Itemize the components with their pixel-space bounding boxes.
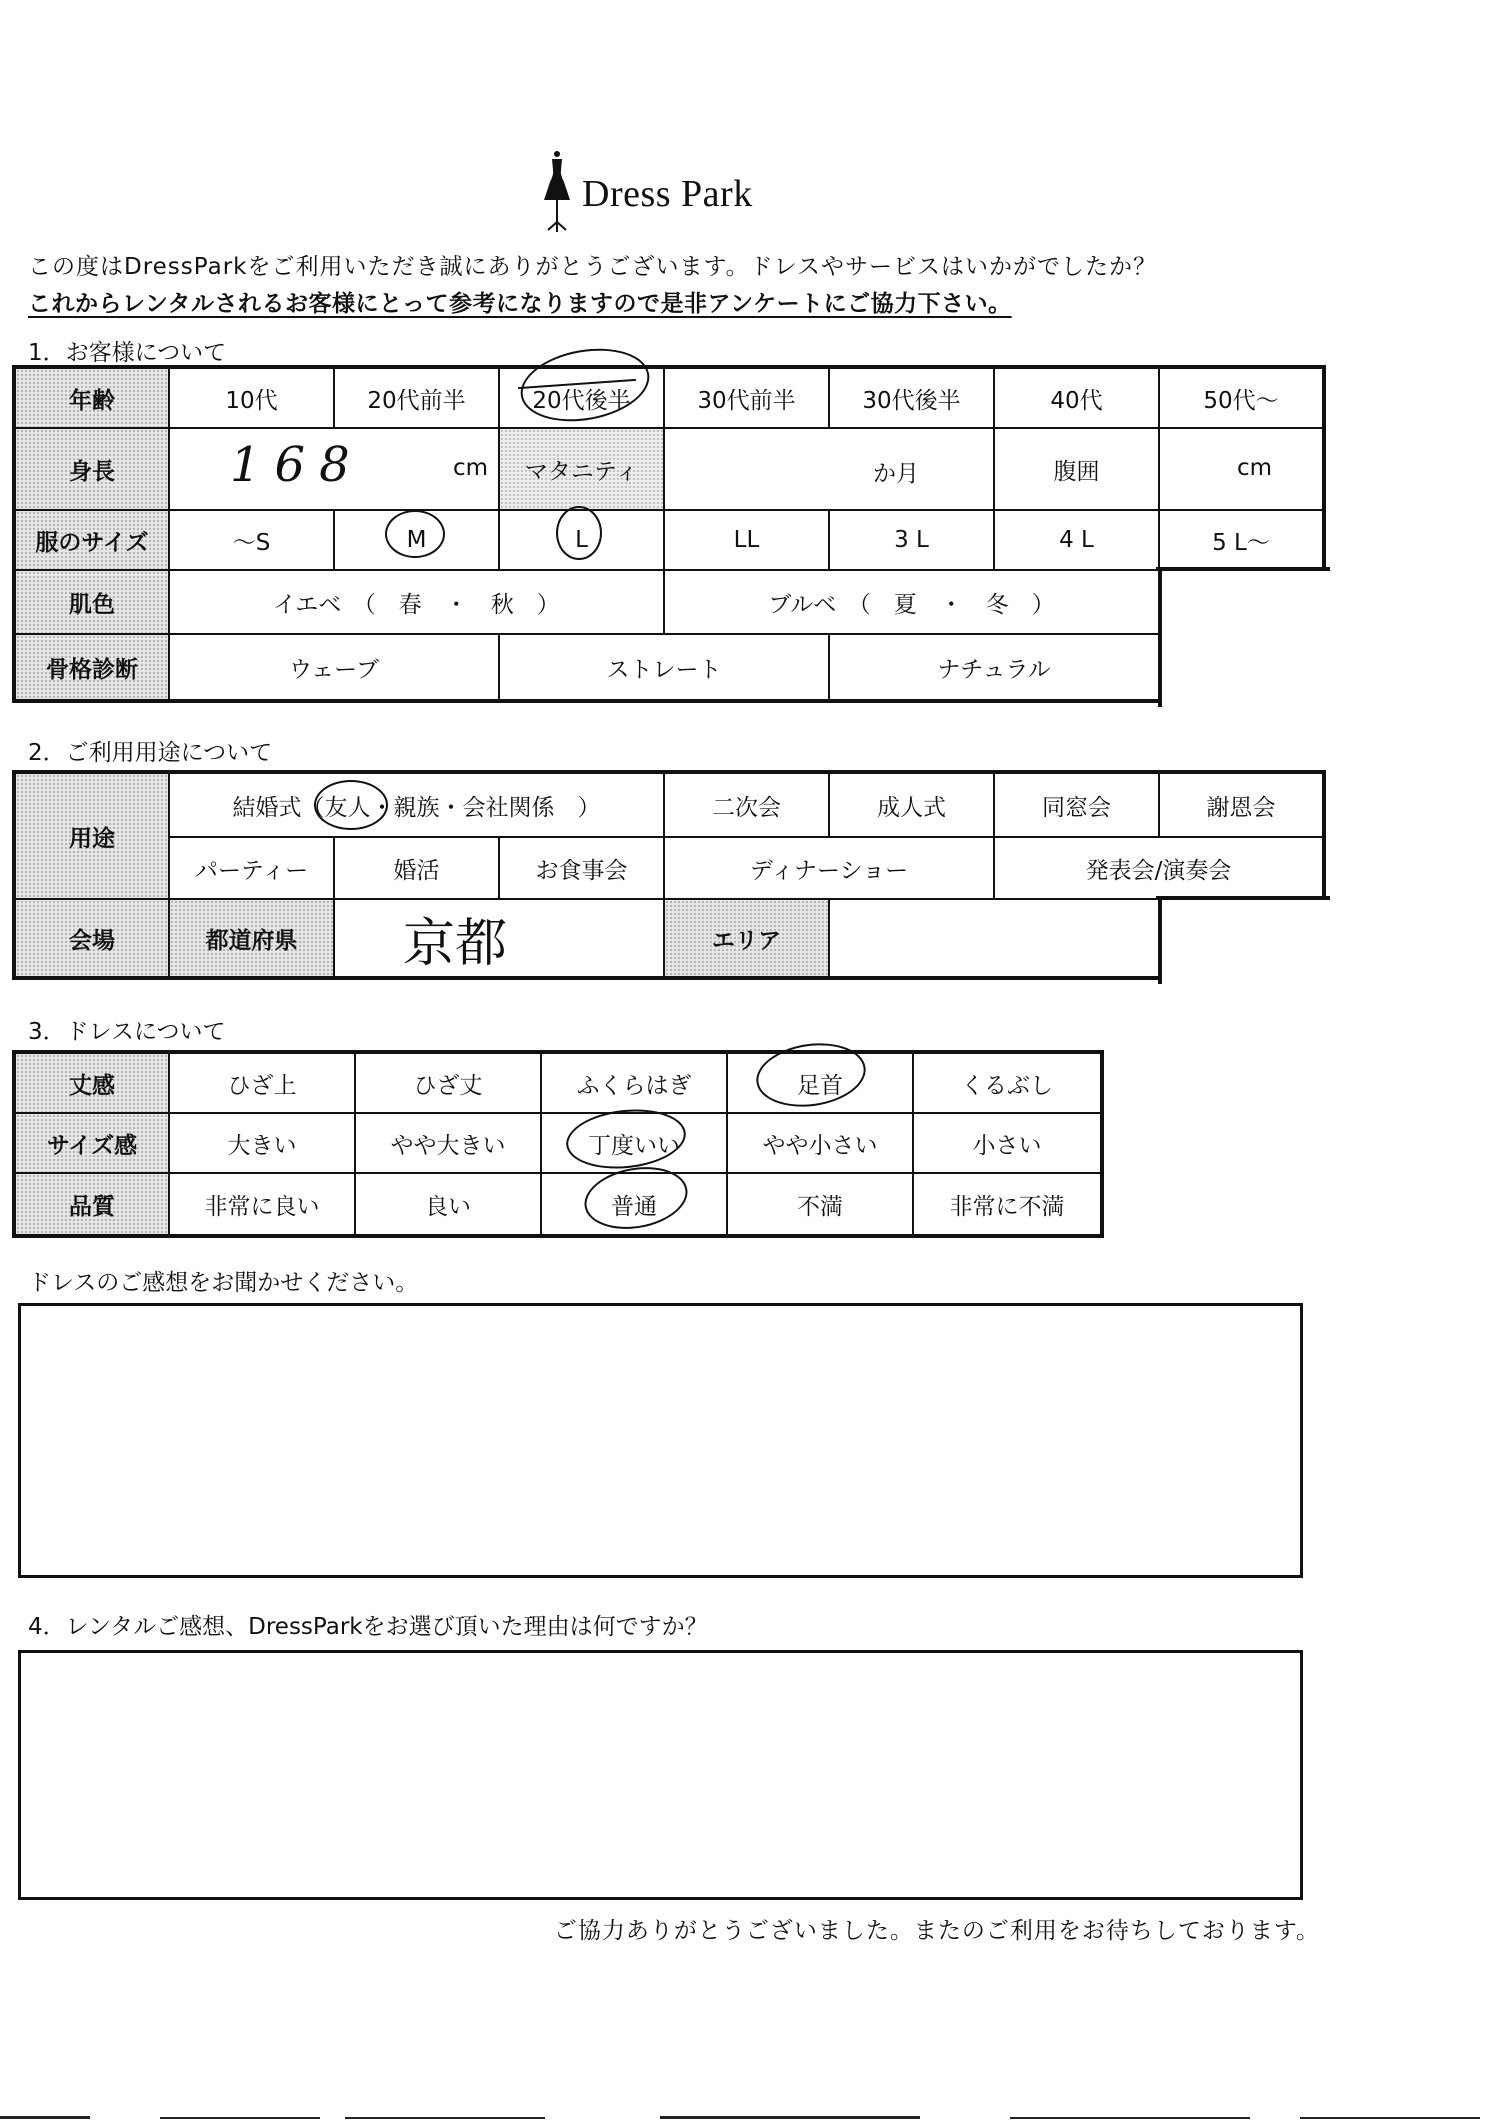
purpose-wedding[interactable] xyxy=(170,774,665,838)
height-label: 身長 xyxy=(16,429,170,511)
dress-comment-box[interactable] xyxy=(18,1303,1303,1578)
footer-thanks: ご協力ありがとうございました。またのご利用をお待ちしております。 xyxy=(553,1918,1320,1944)
section-2-title: 2．ご利用用途について xyxy=(28,740,273,766)
length-label: 丈感 xyxy=(16,1054,170,1114)
purpose-after-party[interactable]: 二次会 xyxy=(665,774,830,838)
age-option-10s[interactable]: 10代 xyxy=(170,369,335,429)
purpose-table xyxy=(12,770,1326,980)
intro-line-2: これからレンタルされるお客様にとって参考になりますので是非アンケートにご協力下さい。 xyxy=(28,291,1012,317)
section-4-title: 4．レンタルご感想、DressParkをお選び頂いた理由は何ですか？ xyxy=(28,1614,708,1640)
months-unit: か月 xyxy=(873,461,919,487)
area-field[interactable] xyxy=(830,900,1160,976)
quality-label: 品質 xyxy=(16,1174,170,1234)
customer-info-table xyxy=(12,365,1326,703)
size-option-4l[interactable]: 4 L xyxy=(995,511,1160,571)
frame-option-natural[interactable]: ナチュラル xyxy=(830,635,1160,699)
size-option-l[interactable]: L xyxy=(500,511,665,571)
scan-artifact xyxy=(660,2116,920,2119)
age-option-early-30s[interactable]: 30代前半 xyxy=(665,369,830,429)
table-cutout-2-edge xyxy=(1156,896,1330,900)
age-option-late-20s[interactable]: 20代後半 xyxy=(500,369,665,429)
size-option-m[interactable]: M xyxy=(335,511,500,571)
size-option-5l[interactable]: 5 L～ xyxy=(1160,511,1322,571)
age-option-50s[interactable]: 50代～ xyxy=(1160,369,1322,429)
frame-option-wave[interactable]: ウェーブ xyxy=(170,635,500,699)
purpose-dinner[interactable]: お食事会 xyxy=(500,838,665,900)
length-option-above-knee[interactable]: ひざ上 xyxy=(170,1054,356,1114)
fit-option-just-right[interactable]: 丁度いい xyxy=(542,1114,728,1174)
selection-circle-size-m xyxy=(385,510,445,558)
fit-label: サイズ感 xyxy=(16,1114,170,1174)
purpose-dinner-show[interactable]: ディナーショー xyxy=(665,838,995,900)
fit-option-large[interactable]: 大きい xyxy=(170,1114,356,1174)
age-label: 年齢 xyxy=(16,369,170,429)
area-label: エリア xyxy=(665,900,830,976)
maternity-months-field[interactable] xyxy=(665,429,995,511)
waist-unit: cm xyxy=(1236,455,1272,481)
wedding-suffix: ・親族・会社関係 ） xyxy=(370,794,601,821)
height-field[interactable] xyxy=(170,429,500,511)
table-cutout-edge xyxy=(1156,567,1330,571)
size-option-ll[interactable]: LL xyxy=(665,511,830,571)
length-option-ankle-bone[interactable]: くるぶし xyxy=(914,1054,1100,1114)
height-unit: cm xyxy=(452,455,488,481)
length-option-ankle[interactable]: 足首 xyxy=(728,1054,914,1114)
selection-circle-friend xyxy=(314,780,388,830)
intro-line-1: この度はDressParkをご利用いただき誠にありがとうございます。ドレスやサービスはいかがでしたか？ xyxy=(28,254,1157,280)
skin-tone-label: 肌色 xyxy=(16,571,170,635)
section-1-title: 1．お客様について xyxy=(28,340,227,366)
length-option-knee[interactable]: ひざ丈 xyxy=(356,1054,542,1114)
purpose-reunion[interactable]: 同窓会 xyxy=(995,774,1160,838)
venue-label: 会場 xyxy=(16,900,170,976)
prefecture-field[interactable] xyxy=(335,900,665,976)
rental-comment-box[interactable] xyxy=(18,1650,1303,1900)
fit-option-slightly-large[interactable]: やや大きい xyxy=(356,1114,542,1174)
scan-artifact xyxy=(0,2116,90,2119)
age-option-40s[interactable]: 40代 xyxy=(995,369,1160,429)
section-3-title: 3．ドレスについて xyxy=(28,1019,226,1045)
age-option-late-30s[interactable]: 30代後半 xyxy=(830,369,995,429)
waist-label: 腹囲 xyxy=(995,429,1160,511)
purpose-thanks-party[interactable]: 謝恩会 xyxy=(1160,774,1322,838)
skin-option-yellow-base[interactable]: イエベ （ 春 ・ 秋 ） xyxy=(170,571,665,635)
waist-field[interactable] xyxy=(1160,429,1322,511)
height-value: 168 xyxy=(230,437,364,493)
size-option-3l[interactable]: 3 L xyxy=(830,511,995,571)
length-option-calf[interactable]: ふくらはぎ xyxy=(542,1054,728,1114)
prefecture-value: 京都 xyxy=(403,913,508,974)
brand-logo xyxy=(540,150,790,235)
wedding-friend[interactable]: 友人 xyxy=(324,794,371,821)
skin-option-blue-base[interactable]: ブルベ （ 夏 ・ 冬 ） xyxy=(665,571,1160,635)
size-option-s[interactable]: ～S xyxy=(170,511,335,571)
dress-table xyxy=(12,1050,1104,1238)
body-frame-label: 骨格診断 xyxy=(16,635,170,699)
wedding-prefix: 結婚式（ xyxy=(232,794,325,821)
dress-mannequin-icon xyxy=(540,150,574,235)
frame-option-straight[interactable]: ストレート xyxy=(500,635,830,699)
maternity-label: マタニティ xyxy=(500,429,665,511)
quality-option-very-dissatisfied[interactable]: 非常に不満 xyxy=(949,1193,1065,1220)
quality-option-very-good[interactable]: 非常に良い xyxy=(170,1174,356,1234)
scan-artifact xyxy=(1300,2117,1480,2119)
quality-option-good[interactable]: 良い xyxy=(356,1174,542,1234)
purpose-label: 用途 xyxy=(16,774,170,900)
dress-comment-prompt: ドレスのご感想をお聞かせください。 xyxy=(28,1270,419,1296)
brand-name: Dress Park xyxy=(582,173,753,215)
scan-artifact xyxy=(160,2117,320,2119)
purpose-coming-of-age[interactable]: 成人式 xyxy=(830,774,995,838)
table-cutout-2 xyxy=(1158,900,1334,984)
age-option-early-20s[interactable]: 20代前半 xyxy=(335,369,500,429)
scan-artifact xyxy=(1010,2117,1250,2119)
prefecture-label: 都道府県 xyxy=(170,900,335,976)
table-cutout xyxy=(1158,567,1334,707)
scan-artifact xyxy=(345,2117,545,2119)
purpose-party[interactable]: パーティー xyxy=(170,838,335,900)
purpose-recital[interactable]: 発表会/演奏会 xyxy=(995,838,1322,900)
quality-option-average[interactable]: 普通 xyxy=(542,1174,728,1234)
selection-circle-size-l xyxy=(556,506,602,560)
fit-option-slightly-small[interactable]: やや小さい xyxy=(728,1114,914,1174)
purpose-marriage-hunting[interactable]: 婚活 xyxy=(335,838,500,900)
fit-option-small[interactable]: 小さい xyxy=(914,1114,1100,1174)
quality-option-dissatisfied[interactable]: 不満 xyxy=(728,1174,914,1234)
clothes-size-label: 服のサイズ xyxy=(16,511,170,571)
